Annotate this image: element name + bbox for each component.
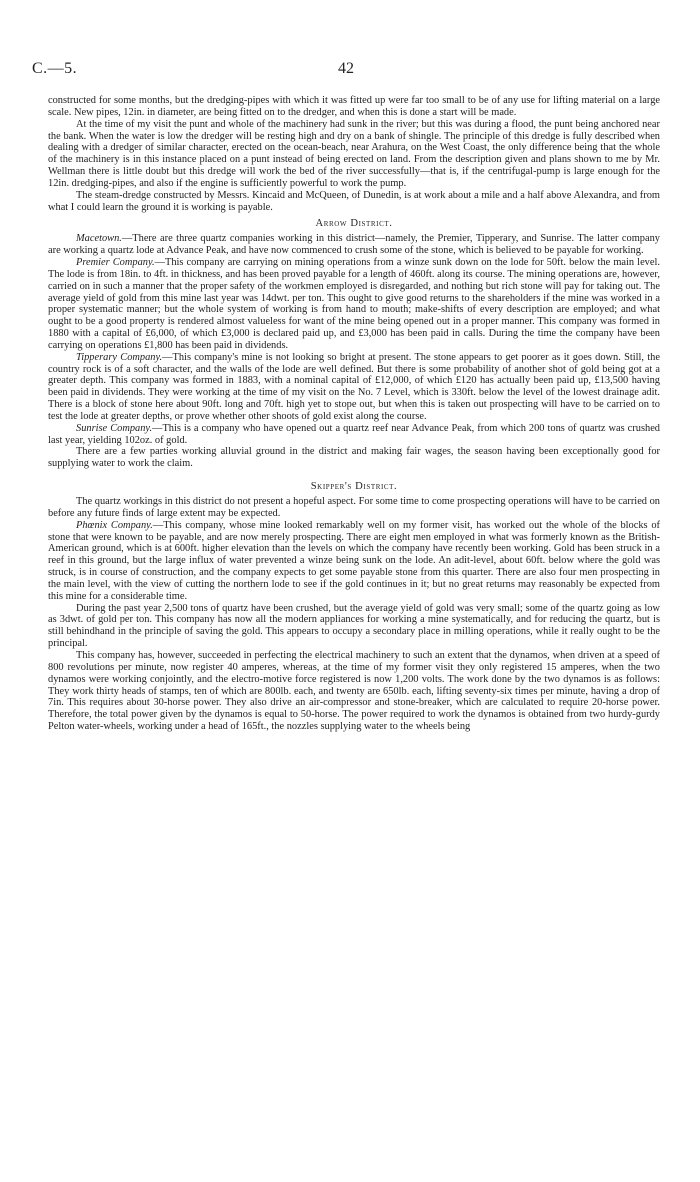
page-header xyxy=(32,60,660,80)
tipperary-lead: Tipperary Company. xyxy=(76,351,163,363)
paragraph-steam-dredge: The steam-dredge constructed by Messrs. Kincaid and McQueen, of Dunedin, is at work about a mile and a half above Alexandra, and from what I could learn the ground it is working is payable. xyxy=(48,189,660,213)
phoenix-text: —This company, whose mine looked remarkably well on my former visit, has worked out the whole of the blocks of stone that were known to be payable, and are now merely prospecting. There are eight men employed in what was formerly known as the British-American ground, which is at 600ft. higher elevation than the levels on which the company have recently been working. Gold has been struck in a reef in this ground, but the large influx of water prevented a winze being sunk on the lode. An adit-level, about 60ft. below where the gold was struck, is in course of construction, and the company expects to get some payable stone from this quarter. There are also four men prospecting in the main level, with the view of cutting the northern lode to see if the gold continues in it; but no great returns may reasonably be expected from this mine for a considerable time. xyxy=(48,519,660,602)
section-heading-skippers-district: Skipper's District. xyxy=(310,481,398,493)
macetown-lead: Macetown. xyxy=(76,233,122,245)
premier-text: —This company are carrying on mining operations from a winze sunk down on the lode for 50ft. below the main level. The lode is from 18in. to 4ft. in thickness, and has been proved payable for a length of 460ft. along its course. The mining operations are, however, carried on in such a manner that the proper safety of the workmen employed is disregarded, and nothing but rich stone will pay for taking out. The average yield of gold from this mine last year was 14dwt. per ton. This ought to give good returns to the shareholders if the mine was worked in a proper systematic manner; but the whole system of working is from hand to mouth; make-shifts of every description are employed; and what ought to be a good property is rendered almost valueless for want of the mine being opened out in a proper manner. This company was formed in 1880 with a capital of £6,000, of which £3,000 is declared paid up, and £3,000 has been paid in calls. During the time the company have been carrying on operations £1,800 has been paid in dividends. xyxy=(48,256,660,351)
sunrise-lead: Sunrise Company. xyxy=(76,422,153,434)
report-reference: C.—5. xyxy=(32,60,78,77)
page-number: 42 xyxy=(338,60,354,77)
paragraph-premier-company xyxy=(48,257,660,352)
tipperary-text: —This company's mine is not looking so bright at present. The stone appears to get poorer as it goes down. Still, the country rock is of a soft character, and the walls of the lode are well defined. But there is some probability of another shot of gold being got at a greater depth. This company was formed in 1883, with a nominal capital of £12,000, of which £120 has actually been paid up, £13,500 having been paid in dividends. They were working at the time of my visit on the No. 7 Level, which is 330ft. below the level of the lowest drainage adit. There is a block of stone here about 90ft. long and 70ft. high yet to stope out, but when this is taken out prospecting will have to be carried on to test the lode at greater depths, or prove whether other shoots of gold exist along the course. xyxy=(48,351,660,422)
section-heading-arrow-district: Arrow District. xyxy=(315,218,393,230)
paragraph-dredger-flood: At the time of my visit the punt and whole of the machinery had sunk in the river; but this was during a flood, the punt being anchored near the bank. When the water is low the dredger will be resting high and dry on a bank of shingle. The principle of this dredge is fully described when dealing with a dredger of similar character, erected on the ocean-beach, near Arahura, on the West Coast, the only difference being that the whole of the machinery is in this instance placed on a punt instead of being erected on land. From the description given and plans shown to me by Mr. Wellman there is little doubt but this dredge will work the bed of the river successfully—that is, if the centrifugal-pump is large enough for the 12in. dredging-pipes, and also if the engine is sufficiently powerful to work the pump. xyxy=(48,118,660,189)
paragraph-skippers-intro: The quartz workings in this district do not present a hopeful aspect. For some time to come prospecting operations will have to be carried on before any future finds of large extent may be expected. xyxy=(48,496,660,519)
macetown-text: —There are three quartz companies working in this district—namely, the Premier, Tipperary, and Sunrise. The latter company are working a quartz lode at Advance Peak, and have now commenced to crush some of the stone, which is believed to be payable for working. xyxy=(48,233,660,257)
paragraph-tipperary-company xyxy=(48,352,660,423)
paragraph-electrical-machinery: This company has, however, succeeded in perfecting the electrical machinery to such an extent that the dynamos, when driven at a speed of 800 revolutions per minute, now register 40 amperes, whereas, at the time of my former visit they only registered 15 amperes, when the two dynamos were working conjointly, and the electro-motive force registered is now 1,200 volts. The work done by the two dynamos is as follows: They work thirty heads of stamps, ten of which are 800lb. each, and twenty are 650lb. each, lifting seventy-six times per minute, having a drop of 7in. This requires about 30-horse power. They also drive an air-compressor and stone-breaker, which are calculated to require 20-horse power. Therefore, the total power given by the dynamos is equal to 50-horse. The power required to work the dynamos is obtained from two hurdy-gurdy Pelton water-wheels, working under a head of 165ft., the nozzles supplying water to the wheels being xyxy=(48,649,660,733)
paragraph-continued: constructed for some months, but the dredging-pipes with which it was fitted up were far too small to be of any use for lifting material on a large scale. New pipes, 12in. in diameter, are being fitted on to the dredger, and when this is done a start will be made. xyxy=(48,95,660,118)
phoenix-lead: Phœnix Company. xyxy=(76,519,153,531)
paragraph-phoenix-company xyxy=(48,520,660,603)
premier-lead: Premier Company. xyxy=(76,256,155,268)
paragraph-alluvial: There are a few parties working alluvial ground in the district and making fair wages, the season having been exceptionally good for supplying water to work the claim. xyxy=(48,446,660,470)
paragraph-sunrise-company xyxy=(48,423,660,447)
paragraph-macetown xyxy=(48,233,660,257)
sunrise-text: —This is a company who have opened out a quartz reef near Advance Peak, from which 200 tons of quartz was crushed last year, yielding 102oz. of gold. xyxy=(48,422,660,446)
paragraph-past-year: During the past year 2,500 tons of quartz have been crushed, but the average yield of gold was very small; some of the quartz going as low as 3dwt. of gold per ton. This company has now all the modern appliances for working a mine systematically, and for reducing the quartz, but is still behindhand in the principle of saving the gold. This appears to occupy a secondary place in milling operations, while it really ought to be the principal. xyxy=(48,602,660,650)
document-body xyxy=(48,95,660,733)
